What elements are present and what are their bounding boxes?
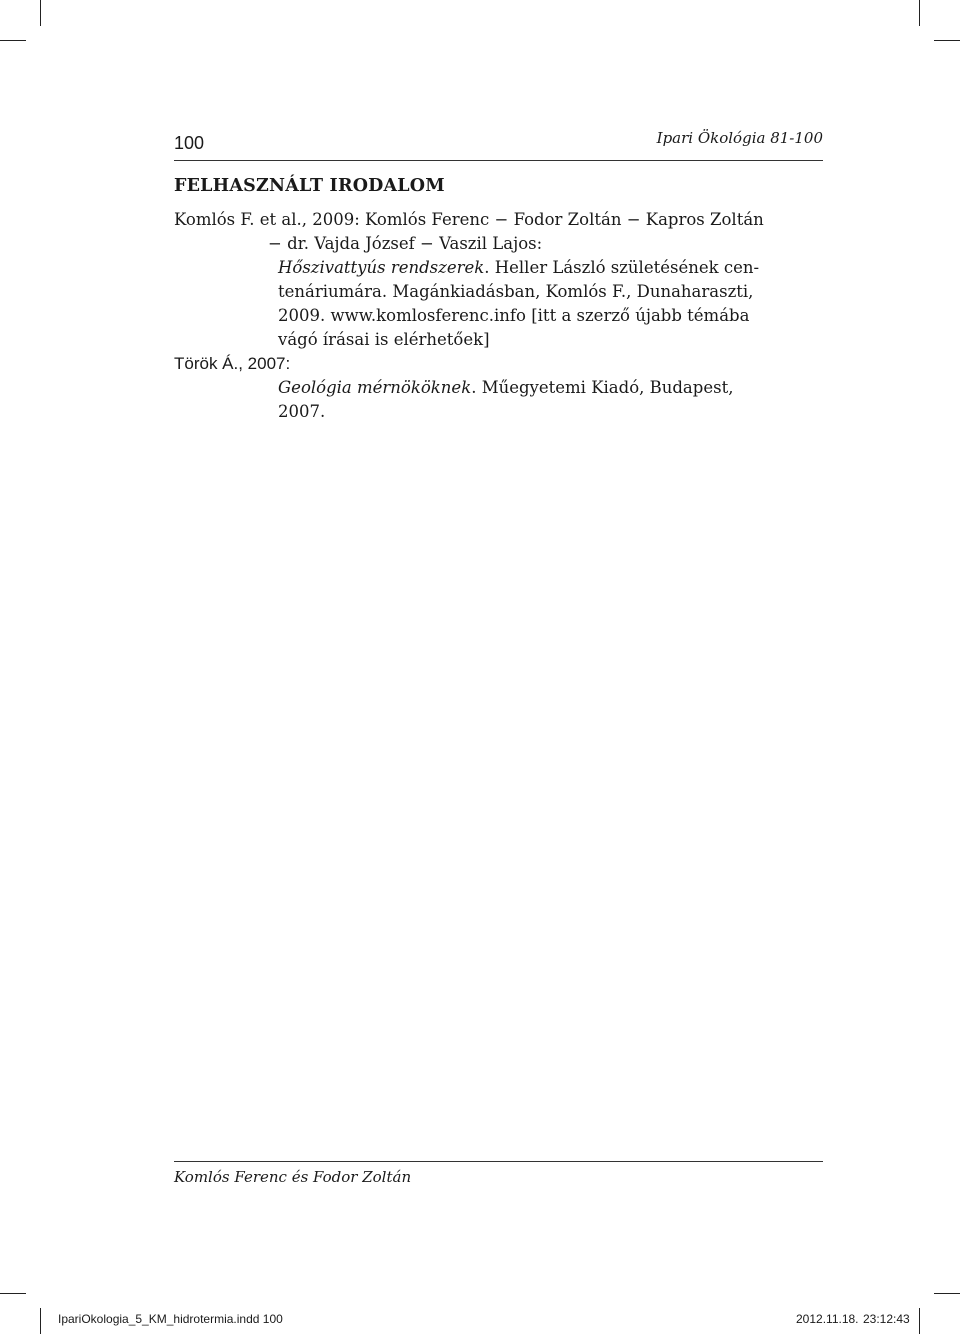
crop-mark [40, 0, 41, 26]
crop-mark [40, 1308, 41, 1334]
reference-entry [174, 208, 834, 352]
header-rule [174, 160, 823, 161]
reference-line: Török Á., 2007: [174, 354, 291, 373]
reference-line [174, 256, 834, 280]
reference-text: . Heller László születésének cen- [484, 258, 760, 277]
reference-entry [174, 352, 834, 424]
crop-mark [919, 0, 920, 26]
slug-date: 2012.11.18. [796, 1312, 859, 1326]
crop-mark [0, 40, 26, 41]
reference-title: Hőszivattyús rendszerek [278, 258, 485, 277]
reference-line: vágó írásai is elérhetőek] [278, 330, 490, 349]
crop-mark [0, 1293, 26, 1294]
crop-mark [934, 1293, 960, 1294]
reference-line: Komlós F. et al., 2009: Komlós Ferenc − Fodor Zoltán − Kapros Zoltán [174, 210, 764, 229]
reference-line: − dr. Vajda József − Vaszil Lajos: [268, 234, 543, 253]
reference-list [174, 208, 834, 424]
reference-line [174, 376, 834, 400]
running-title: Ipari Ökológia 81-100 [656, 129, 823, 147]
reference-line: 2007. [278, 402, 326, 421]
reference-line: 2009. www.komlosferenc.info [itt a szerző újabb témába [278, 306, 750, 325]
reference-line: tenáriumára. Magánkiadásban, Komlós F., Dunaharaszti, [278, 282, 754, 301]
crop-mark [919, 1308, 920, 1334]
reference-text: . Műegyetemi Kiadó, Budapest, [471, 378, 734, 397]
footer-authors: Komlós Ferenc és Fodor Zoltán [174, 1168, 412, 1186]
slug-filename: IpariOkologia_5_KM_hidrotermia.indd 100 [58, 1312, 283, 1326]
crop-mark [934, 40, 960, 41]
page-number: 100 [174, 133, 205, 153]
slug-time: 23:12:43 [863, 1312, 910, 1326]
footer-rule [174, 1161, 823, 1162]
section-heading: FELHASZNÁLT IRODALOM [174, 176, 445, 196]
reference-title: Geológia mérnököknek [278, 378, 472, 397]
